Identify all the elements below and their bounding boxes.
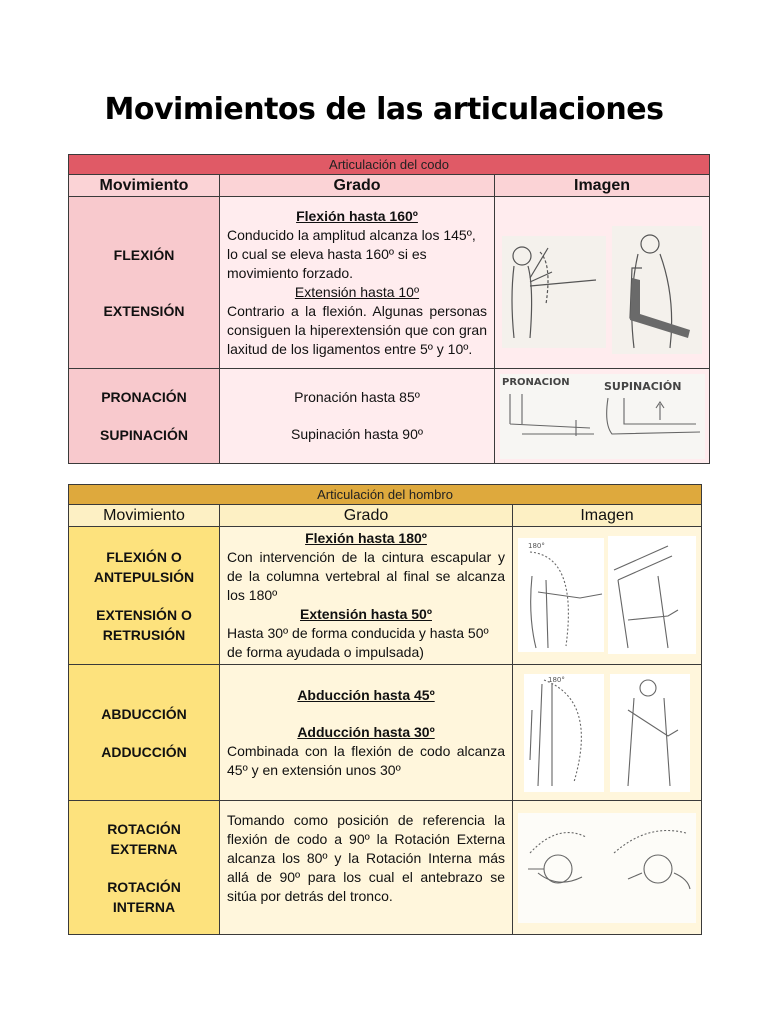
table-row [69,801,702,935]
shoulder-rotation-illustration [518,813,696,923]
elbow-table [68,154,710,464]
grade-heading: Abducción hasta 45º [297,686,435,703]
movement-label: EXTENSIÓN [103,302,185,319]
supination-image-label: SUPINACIÓN [603,379,681,393]
header-imagen: Imagen [513,505,702,527]
grade-text: Con intervención de la cintura escapular y de la columna vertebral al final se alcanza los 180º [227,549,505,603]
elbow-flexion-illustration [500,208,705,358]
image-cell [495,369,710,464]
grade-text: Tomando como posición de referencia la flexión de codo a 90º la Rotación Externa alcanza los 80º y la Rotación Interna más allá de 90º para los cual el antebrazo se sitúa por detrás del tronco. [227,812,505,904]
grade-text: Supinación hasta 90º [291,426,423,442]
pronation-supination-illustration [500,374,705,459]
shoulder-table-caption: Articulación del hombro [69,485,702,505]
grade-heading: Extensión hasta 50º [300,606,432,622]
movement-cell [69,369,220,464]
header-imagen: Imagen [495,175,710,197]
movement-label: FLEXIÓN [113,246,175,263]
grade-cell [220,527,513,665]
movement-label: INTERNA [112,898,176,915]
table-row [69,665,702,801]
angle-label: 180° [528,541,545,550]
movement-label: ADDUCCIÓN [101,743,187,760]
grade-text: Conducido la amplitud alcanza los 145º, lo cual se eleva hasta 160º si es movimiento forzado. [227,226,476,281]
movement-label: EXTENSIÓN O [96,606,192,623]
movement-label: ROTACIÓN [107,820,181,837]
grade-cell [220,665,513,801]
movement-cell [69,197,220,369]
movement-label: SUPINACIÓN [100,427,188,443]
shoulder-flexion-illustration [518,536,696,656]
table-row [69,369,710,464]
grade-text: Pronación hasta 85º [294,389,420,405]
table-row [69,527,702,665]
page-title: Movimientos de las articulaciones [104,92,664,127]
header-grado: Grado [220,175,495,197]
grade-cell [220,197,495,369]
shoulder-table [68,484,702,935]
movement-label: FLEXIÓN O [106,548,182,565]
table-row [69,197,710,369]
movement-label: ROTACIÓN [107,878,181,895]
image-cell [513,527,702,665]
pronation-image-label: PRONACION [501,376,570,388]
movement-label: ABDUCCIÓN [101,705,187,722]
grade-heading: Adducción hasta 30º [297,723,435,740]
grade-heading: Flexión hasta 180º [305,530,427,546]
movement-label: EXTERNA [110,840,178,857]
elbow-table-caption: Articulación del codo [69,155,710,175]
grade-cell [220,369,495,464]
grade-text: Contrario a la flexión. Algunas personas consiguen la hiperextensión que con gran laxitud de los ligamentos entre 5º y 10º. [227,302,487,357]
grade-heading: Extensión hasta 10º [294,283,420,300]
header-grado: Grado [220,505,513,527]
grade-heading: Flexión hasta 160º [296,207,418,224]
movement-cell [69,801,220,935]
shoulder-abduction-illustration [518,670,696,796]
movement-label: ANTEPULSIÓN [93,568,195,585]
grade-text: Combinada con la flexión de codo alcanza 45º y en extensión unos 30º [227,742,505,778]
header-movimiento: Movimiento [69,175,220,197]
image-cell [495,197,710,369]
image-cell [513,665,702,801]
movement-cell [69,665,220,801]
grade-text: Hasta 30º de forma conducida y hasta 50º de forma ayudada o impulsada) [227,625,489,660]
header-movimiento: Movimiento [69,505,220,527]
movement-label: PRONACIÓN [101,389,187,405]
movement-cell [69,527,220,665]
movement-label: RETRUSIÓN [102,626,186,643]
image-cell [513,801,702,935]
grade-cell [220,801,513,935]
angle-label: 180° [548,675,565,684]
